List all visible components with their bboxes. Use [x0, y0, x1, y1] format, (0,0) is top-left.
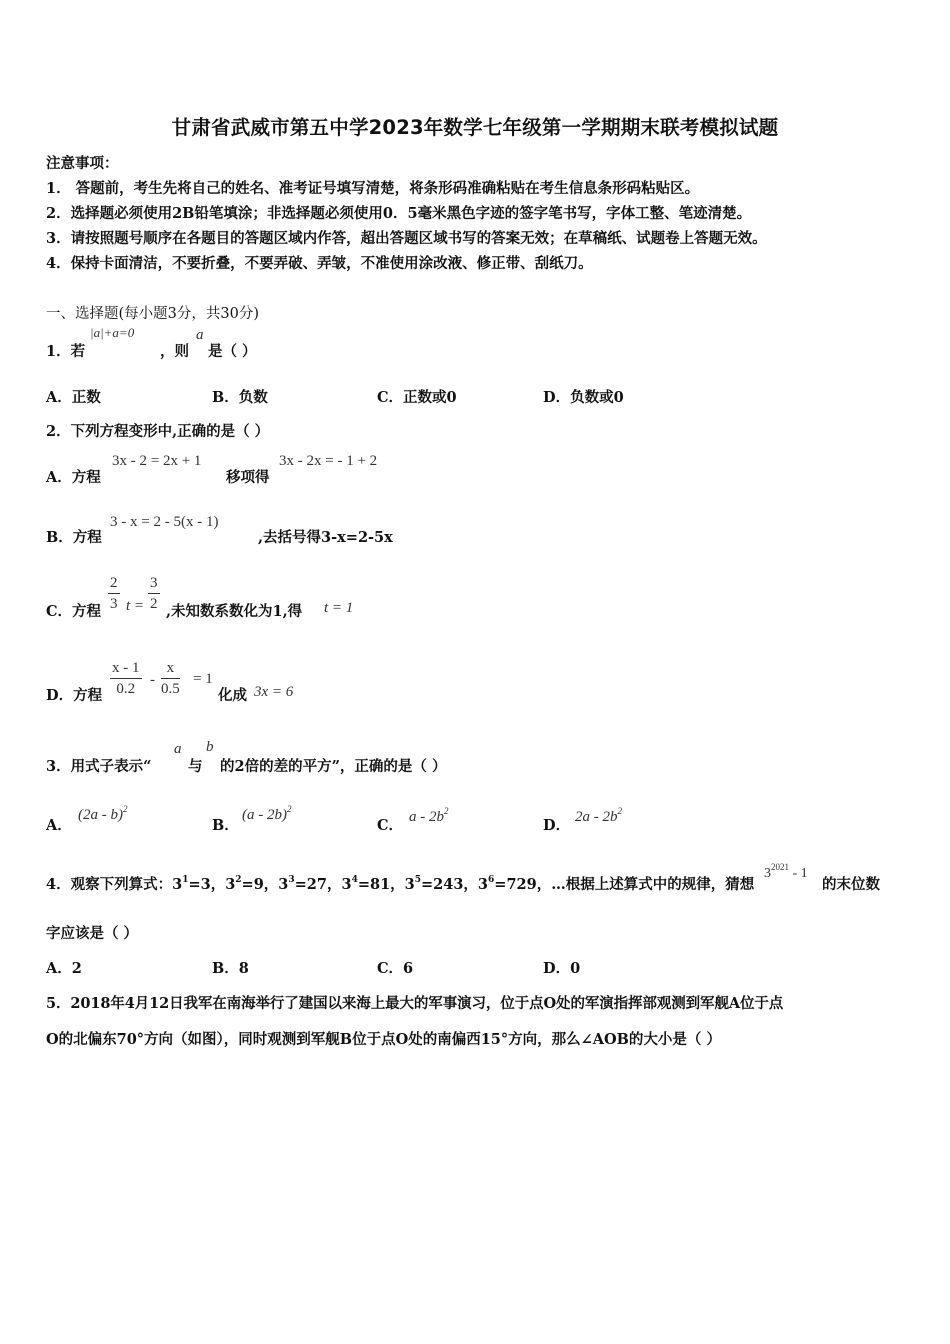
q4-expr-base: 3 — [764, 866, 771, 881]
q4-exp: 4 — [351, 875, 358, 885]
q2-a-equation: 3x - 2 = 2x + 1 — [112, 453, 202, 469]
q2-d-fraction1 — [110, 659, 142, 699]
q2-c-label: C．方程 — [46, 603, 102, 620]
q1-option-a: A．正数 — [46, 389, 101, 406]
q4-exp: 5 — [414, 875, 422, 885]
q1-option-c: C．正数或0 — [377, 389, 457, 406]
q1-option-b: B．负数 — [212, 389, 268, 406]
q5-line2: O的北偏东70°方向（如图），同时观测到军舰B位于点O处的南偏西15°方向，那么∠AOB的大小是（ ） — [46, 1031, 721, 1048]
q2-c-fraction1 — [108, 574, 120, 614]
q4-text: =729，…根据上述算式中的规律，猜想 — [494, 876, 755, 893]
q2-c-f1-num: 2 — [108, 574, 120, 594]
q3-option-c-exp: 2 — [444, 806, 449, 816]
q2-d-mid: 化成 — [218, 687, 247, 704]
q2-d-f2-den: 0.5 — [161, 681, 180, 697]
q3-option-d-base: 2a - 2b — [575, 809, 618, 825]
q2-b-suffix: ,去括号得3-x=2-5x — [258, 529, 393, 546]
q4-expr-exp: 2021 — [771, 862, 789, 872]
q2-a-mid: 移项得 — [226, 469, 270, 486]
q1-option-d: D．负数或0 — [543, 389, 624, 406]
q4-text: =27，3 — [294, 876, 352, 893]
q2-d-f1-num: x - 1 — [110, 659, 142, 679]
q3-option-a-exp: 2 — [123, 804, 128, 814]
q4-option-d: D．0 — [543, 960, 581, 977]
q2-c-mid: ,未知数系数化为1,得 — [166, 603, 303, 620]
q2-d-result: 3x = 6 — [254, 684, 294, 700]
q4-stem — [46, 873, 754, 894]
q2-c-f2-den: 2 — [150, 596, 158, 612]
q4-expr-tail: - 1 — [789, 866, 808, 881]
q4-text: =81，3 — [357, 876, 415, 893]
q4-option-a: A．2 — [46, 960, 82, 977]
q4-option-b: B．8 — [212, 960, 249, 977]
note-item: 3．请按照题号顺序在各题目的答题区域内作答，超出答题区域书写的答案无效；在草稿纸、试题卷上答题无效。 — [46, 230, 767, 247]
q2-d-minus: - — [150, 672, 155, 688]
notes-heading: 注意事项： — [46, 155, 119, 172]
q3-option-c-label: C． — [377, 817, 404, 834]
note-item: 2．选择题必须使用2B铅笔填涂；非选择题必须使用0．5毫米黑色字迹的签字笔书写，字体工整、笔迹清楚。 — [46, 205, 752, 222]
q3-option-a-expr — [78, 804, 128, 824]
q3-prefix: 3．用式子表示“ — [46, 758, 152, 775]
q2-b-label: B．方程 — [46, 529, 102, 546]
q2-d-f2-num: x — [161, 659, 180, 679]
q4-text: =3，3 — [188, 876, 236, 893]
page-title: 甘肃省武威市第五中学2023年数学七年级第一学期期末联考模拟试题 — [171, 116, 779, 139]
q2-b-equation: 3 - x = 2 - 5(x - 1) — [110, 514, 219, 530]
note-item: 4．保持卡面清洁，不要折叠，不要弄破、弄皱，不准使用涂改液、修正带、刮纸刀。 — [46, 255, 593, 272]
q3-option-d-expr — [575, 806, 622, 826]
q2-c-var: t = — [126, 598, 145, 614]
q4-line2: 字应该是（ ） — [46, 925, 139, 942]
q3-option-d-exp: 2 — [617, 806, 622, 816]
q3-option-b-expr — [242, 804, 292, 824]
q3-suffix: 的2倍的差的平方”，正确的是（ ） — [220, 758, 447, 775]
q1-formula: |a|+a=0 — [90, 325, 135, 340]
q1-mid: ，则 — [160, 343, 189, 360]
q4-option-c: C．6 — [377, 960, 414, 977]
q3-option-d-label: D． — [543, 817, 571, 834]
q2-d-fraction2 — [161, 659, 180, 699]
q1-var: a — [196, 327, 204, 343]
q4-exp: 6 — [488, 875, 495, 885]
q3-option-c-base: a - 2b — [409, 809, 444, 825]
q3-option-b-base: (a - 2b) — [242, 807, 287, 823]
q2-d-f1-den: 0.2 — [116, 681, 136, 697]
q2-c-fraction2 — [148, 574, 160, 614]
q4-expression — [764, 862, 808, 882]
q3-option-b-label: B． — [212, 817, 239, 834]
q4-stem-end: 的末位数 — [822, 876, 880, 893]
q2-d-label: D．方程 — [46, 687, 103, 704]
q2-a-result: 3x - 2x = - 1 + 2 — [279, 453, 378, 469]
q2-c-f2-num: 3 — [148, 574, 160, 594]
q3-var-b: b — [206, 739, 214, 755]
q3-with: 与 — [188, 758, 203, 775]
q2-a-label: A．方程 — [46, 469, 101, 486]
q5-line1: 5．2018年4月12日我军在南海举行了建国以来海上最大的军事演习，位于点O处的军演指挥部观测到军舰A位于点 — [46, 995, 784, 1012]
q3-option-b-exp: 2 — [287, 804, 292, 814]
q4-exp: 3 — [288, 875, 295, 885]
q3-option-a-base: (2a - b) — [78, 807, 123, 823]
q3-var-a: a — [174, 741, 182, 757]
note-item: 1． 答题前，考生先将自己的姓名、准考证号填写清楚，将条形码准确粘贴在考生信息条形码粘贴区。 — [46, 180, 700, 197]
q1-prefix: 1．若 — [46, 343, 86, 360]
q4-text: 4．观察下列算式：3 — [46, 876, 183, 893]
q1-suffix: 是（ ） — [208, 343, 257, 360]
q2-stem: 2．下列方程变形中,正确的是（ ） — [46, 423, 270, 440]
section-heading: 一、选择题(每小题3分，共30分) — [46, 306, 259, 322]
q3-option-c-expr — [409, 806, 449, 826]
q4-text: =243，3 — [421, 876, 489, 893]
q2-c-result: t = 1 — [324, 600, 354, 616]
q2-d-eq: = 1 — [193, 671, 213, 687]
q2-c-f1-den: 3 — [110, 596, 118, 612]
q3-option-a-label: A． — [46, 817, 72, 834]
q4-exp: 1 — [182, 875, 189, 885]
q4-text: =9，3 — [241, 876, 289, 893]
q4-exp: 2 — [235, 875, 242, 885]
